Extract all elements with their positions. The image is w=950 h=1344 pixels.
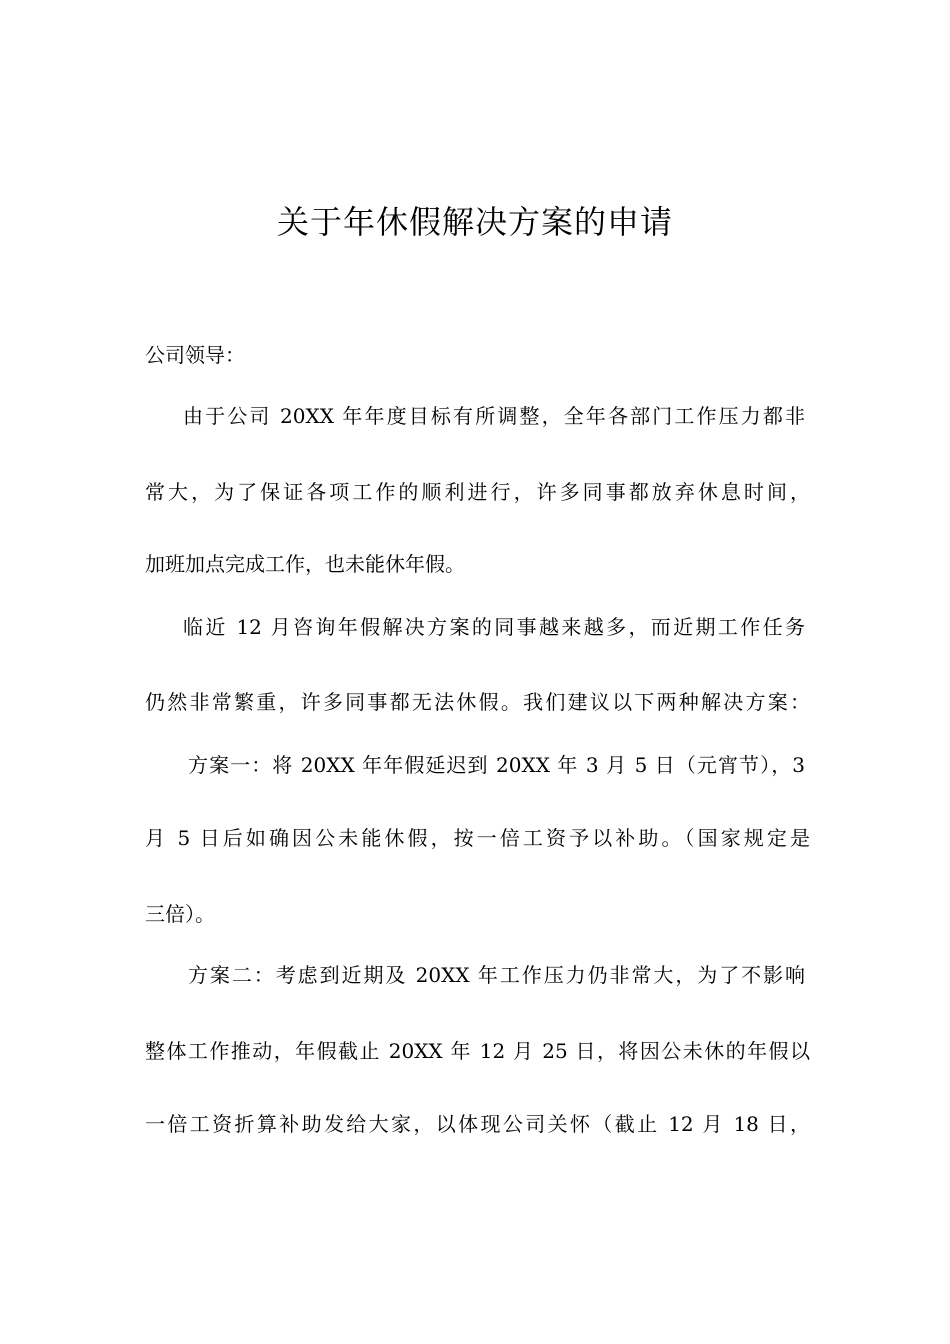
plan-one-line: 方案一：将 20XX 年年假延迟到 20XX 年 3 月 5 日（元宵节），3 xyxy=(188,753,805,777)
paragraph-line: 临近 12 月咨询年假解决方案的同事越来越多，而近期工作任务 xyxy=(183,615,805,639)
paragraph-line: 仍然非常繁重，许多同事都无法休假。我们建议以下两种解决方案： xyxy=(145,690,810,714)
paragraph-line: 由于公司 20XX 年年度目标有所调整，全年各部门工作压力都非 xyxy=(183,404,805,428)
plan-one-line: 三倍）。 xyxy=(145,902,215,926)
document-title: 关于年休假解决方案的申请 xyxy=(276,203,673,241)
paragraph-line: 常大，为了保证各项工作的顺利进行，许多同事都放弃休息时间， xyxy=(145,480,810,504)
plan-two-line: 一倍工资折算补助发给大家，以体现公司关怀（截止 12 月 18 日， xyxy=(145,1112,810,1136)
plan-two-line: 方案二：考虑到近期及 20XX 年工作压力仍非常大，为了不影响 xyxy=(188,963,805,987)
salutation: 公司领导： xyxy=(145,343,245,367)
paragraph-line: 加班加点完成工作，也未能休年假。 xyxy=(145,552,465,576)
plan-two-line: 整体工作推动，年假截止 20XX 年 12 月 25 日，将因公未休的年假以 xyxy=(145,1039,810,1063)
plan-one-line: 月 5 日后如确因公未能休假，按一倍工资予以补助。（国家规定是 xyxy=(145,826,810,850)
